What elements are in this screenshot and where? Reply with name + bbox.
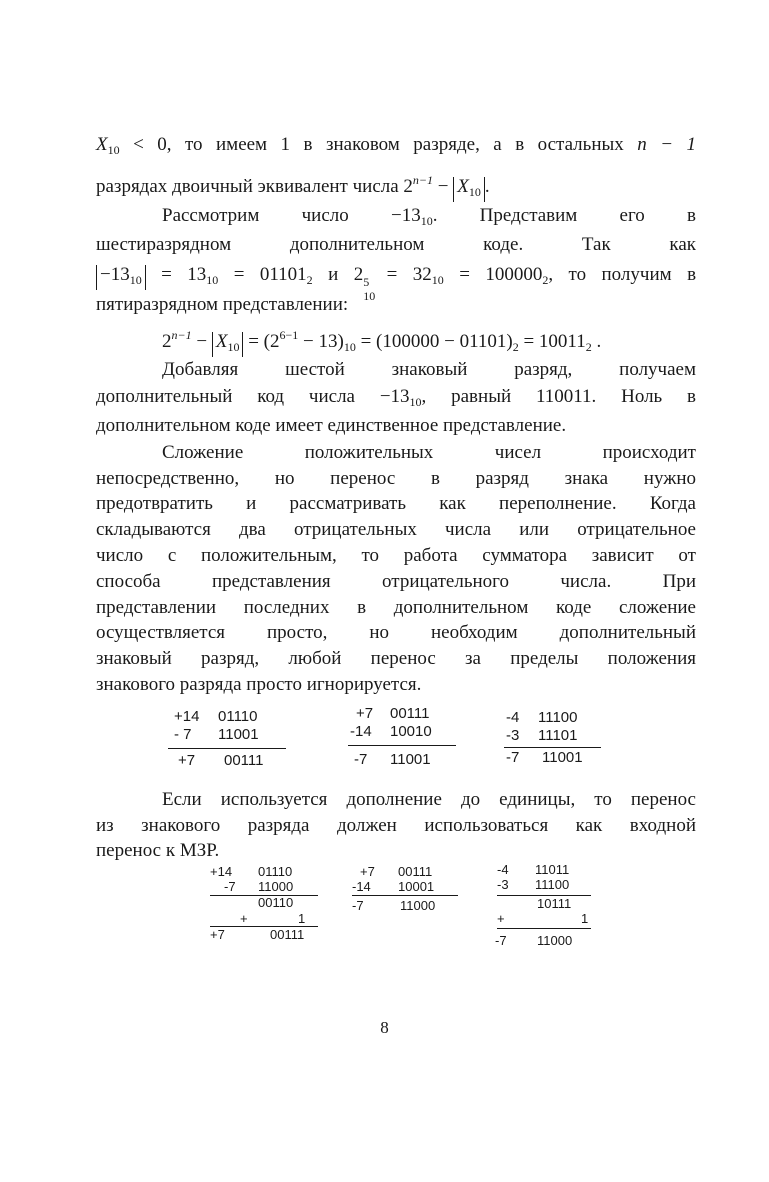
p3-line: Если используется дополнение до единицы, то перенос [162, 789, 696, 810]
complement-formula: $2^{n-1} - X_{10} = (2^{6-1} - 13)_{10} = (100000 - 01101)_2 = 10011_2$ . [162, 323, 762, 359]
calc-twos-1: +14 01110 - 7 11001 +7 00111 [174, 708, 289, 744]
p3-line: из знакового разряда должен использоваться как входной [96, 815, 696, 836]
p2-line: число с положительным, то работа сумматора зависит от [96, 545, 696, 566]
p2-line: складываются два отрицательных числа или отрицательное [96, 519, 696, 540]
text-line-3: Рассмотрим число $-13_{10}$. Представим его в [162, 205, 697, 228]
text-line-2: разрядах двоичный эквивалент числа $2^{n-1} - X_{10}$ . [96, 168, 696, 202]
neg13-number: $-13_{10}$ [390, 205, 433, 228]
p2-line: способа представления отрицательного числа. При [96, 571, 696, 592]
p2-line: представлении последних в дополнительном коде сложение [96, 597, 696, 618]
abs-formula: $-13_{10} = 13_{10} = 01101_2$ [96, 264, 313, 285]
p2-line: предотвратить и рассматривать как переполнение. Когда [96, 493, 696, 514]
sum-line [352, 895, 458, 896]
sum-line [348, 745, 456, 746]
p2-line: осуществляется просто, но необходим дополнительный [96, 622, 696, 643]
p2-line: знакового разряда просто игнорируется. [96, 674, 422, 695]
text-line-5: $-13_{10} = 13_{10} = 01101_2$ и 2 5 10 = $32_{10} = 100000_2$, то получим в [96, 263, 696, 292]
p2-line: знаковый разряд, любой перенос за пределы положения [96, 648, 696, 669]
text-line-4: шестиразрядном дополнительном коде. Так как [96, 234, 696, 255]
calc-twos-3: -4 11100 -3 11101 -7 11001 [506, 709, 606, 745]
sum-line [504, 747, 601, 748]
text-line-9: дополнительный код числа $-13_{10}$, равный 110011. Ноль в [96, 386, 697, 409]
p2-line: непосредственно, но перенос в разряд знака нужно [96, 468, 696, 489]
x10-formula: $X_{10} < 0$ [96, 134, 167, 157]
calc-ones-1: +14 01110 -7 11000 00110 + 1 +7 00111 [210, 864, 320, 894]
text-line-8: Добавляя шестой знаковый разряд, получаем [162, 359, 696, 380]
sum-line [497, 928, 591, 929]
calc-ones-3: -4 11011 -3 11100 10111 + 1 -7 11000 [497, 862, 593, 892]
calc-twos-2: +7 00111 -14 10010 -7 11001 [350, 705, 460, 741]
calc-ones-2: +7 00111 -14 10001 -7 11000 [352, 864, 458, 894]
text-line-6: пятиразрядном представлении: [96, 294, 349, 315]
neg13-number-2: $-13_{10}$ [379, 386, 422, 409]
p3-line: перенос к МЗР. [96, 840, 220, 861]
pow-formula: 2 5 10 = $32_{10} = 100000_2$ [353, 264, 549, 303]
page-number: 8 [380, 1018, 389, 1037]
p2-line: Сложение положительных чисел происходит [162, 442, 696, 463]
text-line-1: $X_{10} < 0$, то имеем 1 в знаковом разряде, а в остальных n − 1 [96, 134, 696, 157]
sum-line [168, 748, 286, 749]
formula-2n1-abs: $2^{n-1} - X_{10}$ . [403, 176, 489, 197]
n-minus-1: n − 1 [637, 134, 696, 155]
text-line-10: дополнительном коде имеет единственное представление. [96, 415, 567, 436]
